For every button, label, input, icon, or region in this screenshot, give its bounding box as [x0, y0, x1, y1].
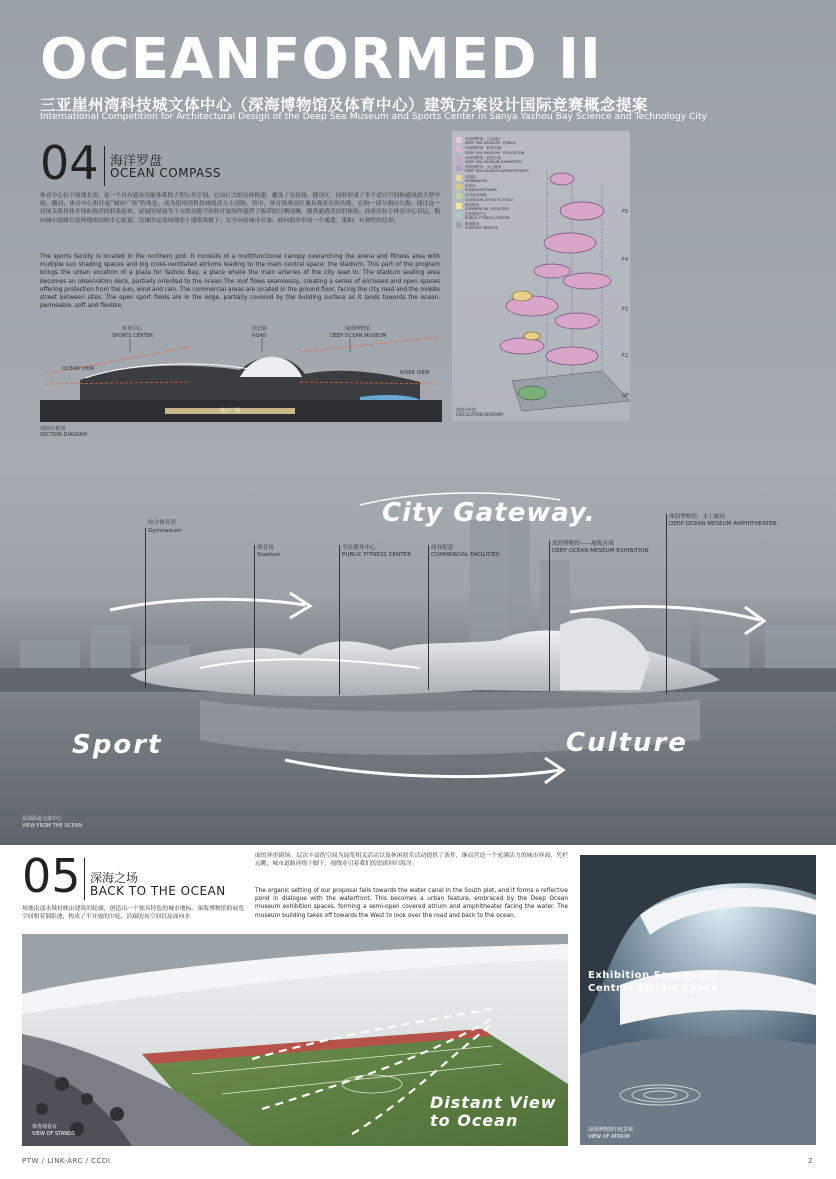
label-commercial-en: COMMERCIAL FACILITIES [431, 552, 500, 558]
section-label-sports-en: SPORTS CENTER [112, 333, 154, 339]
section-label-ocean-view: OCEAN VIEW [62, 366, 95, 372]
page-number: 2 [808, 1157, 813, 1165]
section-label-river-view: RIVER VIEW [400, 370, 430, 376]
label-line-amphitheater [666, 514, 667, 694]
footer-credits: PTW / LINK-ARC / CCDI [22, 1157, 111, 1165]
circulation-drawing [452, 131, 630, 421]
section-caption-en: SECTION DIAGRAM [40, 432, 88, 438]
floor-label: F4 [622, 257, 629, 263]
atrium-caption-en: VIEW OF ATRIUM [588, 1134, 630, 1140]
legend-label-en: OUTDOOR ATHLETIC FIELD [465, 197, 514, 202]
section-label-road-cn: 滨北路 [252, 326, 268, 332]
label-fitness-cn: 全民健身中心 [342, 545, 376, 551]
label-commercial-cn: 商业配套 [431, 545, 454, 551]
section-05-text-cn-right: 面的环形剧场。层次丰富的空间为展览相关活动以及休闲娱乐活动提供了条件，继而营造一个充满活力的城市界面，凭栏远眺，城市道路环绕于脚下，视线牵引着我们的思绪回归海洋。 [255, 853, 568, 868]
handwritten-city-gateway: City Gateway. [382, 498, 596, 528]
section-05-text-en: The organic setting of our proposal falls towards the water canal in the South plot, and it forms a reflective pond in dialogue with the waterfront. This becomes a urban feature, embraced by the Deep Ocean museum exhibition spaces, forming a semi-open covered atrium and amphitheater facing the water. The museum building takes off towards the West to look over the road and back to the ocean. [255, 888, 568, 919]
label-line-fitness [339, 545, 340, 695]
section-label-sports-cn: 体育中心 [122, 326, 143, 332]
section-label-road-en: ROAD [252, 333, 267, 339]
legend-label-en: SUPPORT SERVICE [465, 225, 498, 230]
label-line-gymnasium [145, 528, 146, 688]
render-caption-cn: 从海面看文体中心 [22, 816, 63, 822]
label-amphitheater-cn: 深海博物馆：水上剧场 [669, 514, 725, 520]
legend-label-en: COMMERCIAL FACILITIES [465, 207, 509, 212]
label-line-commercial [428, 545, 429, 690]
handwritten-culture: Culture [566, 728, 688, 758]
label-line-stadium [254, 545, 255, 695]
legend-label-en: GYMNASIUM [465, 178, 488, 183]
subtitle-chinese: 三亚崖州湾科技城文体中心（深海博物馆及体育中心）建筑方案设计国际竞赛概念提案 [40, 96, 649, 114]
label-gymnasium-cn: 综合体育馆 [148, 520, 176, 526]
legend-label-cn: 体育博物馆：水上剧场 [465, 165, 501, 170]
floor-label: GF [622, 393, 629, 399]
legend-label-cn: 全民健身中心 [465, 212, 487, 217]
stadium-view-image [22, 934, 568, 1146]
section-04-number: 04 [40, 136, 99, 190]
section-04-divider [104, 146, 106, 186]
section-05-divider [84, 858, 86, 900]
section-05-number: 05 [22, 849, 81, 903]
label-gymnasium-en: Gymnasium [148, 528, 182, 534]
legend-label-en: PUBLIC FITNESS CENTER [465, 216, 510, 221]
atrium-caption-cn: 深海博物馆中庭景观 [588, 1127, 634, 1133]
section-05-title-cn: 深海之场 [90, 871, 139, 885]
atrium-view-image [580, 855, 816, 1145]
legend-label-cn: 体育博物馆：公众展区 [465, 137, 501, 141]
section-04-text-en: The sports facility is located in the northern plot. It consists of a multifunctional canopy overarching the arena and fitness area with multiple sun shading spaces and big cross-ventilated atriums leading to the main central space: the stadium. This part of the program brings the urban vocation of a plaza for Yazhou Bay, a place where the main arteries of the city lead to. The stadium seating area becomes an observation deck, partially oriented to the ocean.The roof flows seamlessly, creating a series of enclosed and open spaces offering protection from the sun, wind and rain. The commercial areas are located in the ground floor, facing the city road and the middle street between sites. The open sport fields are in the edge, partially covered by the building surface as it lands towards the ocean. permeable, soft and flexible. [40, 254, 440, 310]
floor-label: F2 [622, 353, 629, 359]
legend-label-en: STADIUM/STANDS [465, 188, 497, 193]
section-05-title-en: BACK TO THE OCEAN [90, 884, 226, 898]
label-exhibition-en: DEEP OCEAN MESEUM EXHIBITION [552, 548, 649, 554]
section-label-museum-cn: 深海博物馆 [345, 326, 371, 332]
section-label-plaza: 地下广场 [220, 408, 241, 414]
label-line-exhibition [549, 541, 550, 691]
label-fitness-en: PUBLIC FITNESS CENTER [342, 552, 412, 558]
floor-label: F3 [622, 307, 629, 313]
legend-label-en: DEEP SEA MUSEUM · EDUCATION [465, 150, 525, 155]
section-label-museum-en: DEEP OCEAN MUSEUM [330, 333, 387, 339]
label-amphitheater-en: DEEP OCEAN MESEUM AMPHITHEATER [669, 521, 777, 527]
section-04-title-en: OCEAN COMPASS [110, 166, 221, 180]
legend-label-en: DEEP SEA MUSEUM AMPHITHEATER [465, 169, 529, 174]
stadium-caption-en: VIEW OF STANDS [32, 1131, 76, 1137]
circulation-diagram [452, 131, 630, 421]
legend-label-cn: 体育馆 [465, 174, 476, 179]
handwritten-sport: Sport [72, 730, 163, 760]
subtitle-english: International Competition for Architectural Design of the Deep Sea Museum and Sports Center in Sanya Yazhou Bay Science and Technology City [40, 111, 708, 122]
render-caption-en: VIEW FROM THE OCEAN [22, 823, 83, 829]
legend-label-cn: 商业配套 [465, 202, 480, 207]
label-stadium-cn: 体育场 [257, 545, 274, 551]
section-diagram [40, 322, 442, 440]
legend-label-en: DEEP SEA MUSEUM · PUBLIC [465, 141, 517, 146]
section-diagram-drawing [40, 322, 442, 440]
legend-label-cn: 体育场 [465, 184, 476, 189]
legend-label-cn: 体育博物馆：教育区域 [465, 146, 501, 151]
page-title: OCEANFORMED II [40, 27, 602, 92]
stadium-caption-cn: 体育场看台 [32, 1124, 58, 1130]
section-05-text-cn-left: 场地南部水域衬映出建筑的轮廓，创造出一个独具特色的城市地标。深海博物馆的展览空间相着倒影池，构成了半开放的中庭、沿廊的灰空间以及面向水 [22, 906, 244, 921]
legend-label-cn: 室外运动场地 [465, 193, 487, 198]
legend-label-cn: 配套服务 [465, 221, 480, 226]
label-stadium-en: Stadium [257, 552, 281, 558]
circulation-caption-cn: 流线分析图 [456, 407, 476, 412]
section-04-text-cn: 体育中心位于场地北部，是一个具有遮杂功能体系的大型公共空间。它由巨大的完体构建，覆盖了竞技场、健身区，同时形成了多个适宜空间和通风的大型中庭。随而，体育中心担任起“城市广场”的角色，成为崖州湾科技城的活力主动脉。其中，体育场观众区兼具观景台的功能，它的一部分面向大海。通过这一封闭关系将体育场和海洋的联系起来。屋展的屋面为下方的功能空间和开放场所遮挡了热带的日晒雨淋，提供通透清凉的体验。商业区位于体育中心首层，朝向城市道路以及两地块间的中心街道。边缘的运动场地处于建筑筑檐下，完全向着城市开放，面向海洋形成一个通透、柔和、有弹性的边界。 [40, 193, 440, 224]
handwritten-distant-view: Distant View to Ocean [430, 1093, 557, 1130]
floor-label: F5 [622, 209, 629, 215]
atrium-view-render [580, 855, 816, 1145]
handwritten-exhibition-spaces: Exhibition Spaces off Central Atrium Space [588, 970, 719, 994]
legend-label-en: DEEP SEA MUSEUM EXHIBITION [465, 160, 522, 165]
circulation-caption-en: CIRCULATION DIAGRAM [456, 412, 503, 417]
label-exhibition-cn: 深海博物馆——展陈区域 [552, 541, 614, 547]
section-04-title-cn: 海洋罗盘 [110, 154, 163, 169]
legend-label-cn: 体育博物馆：展览区域 [465, 155, 501, 160]
section-caption-cn: 剖面分析图 [40, 426, 66, 432]
